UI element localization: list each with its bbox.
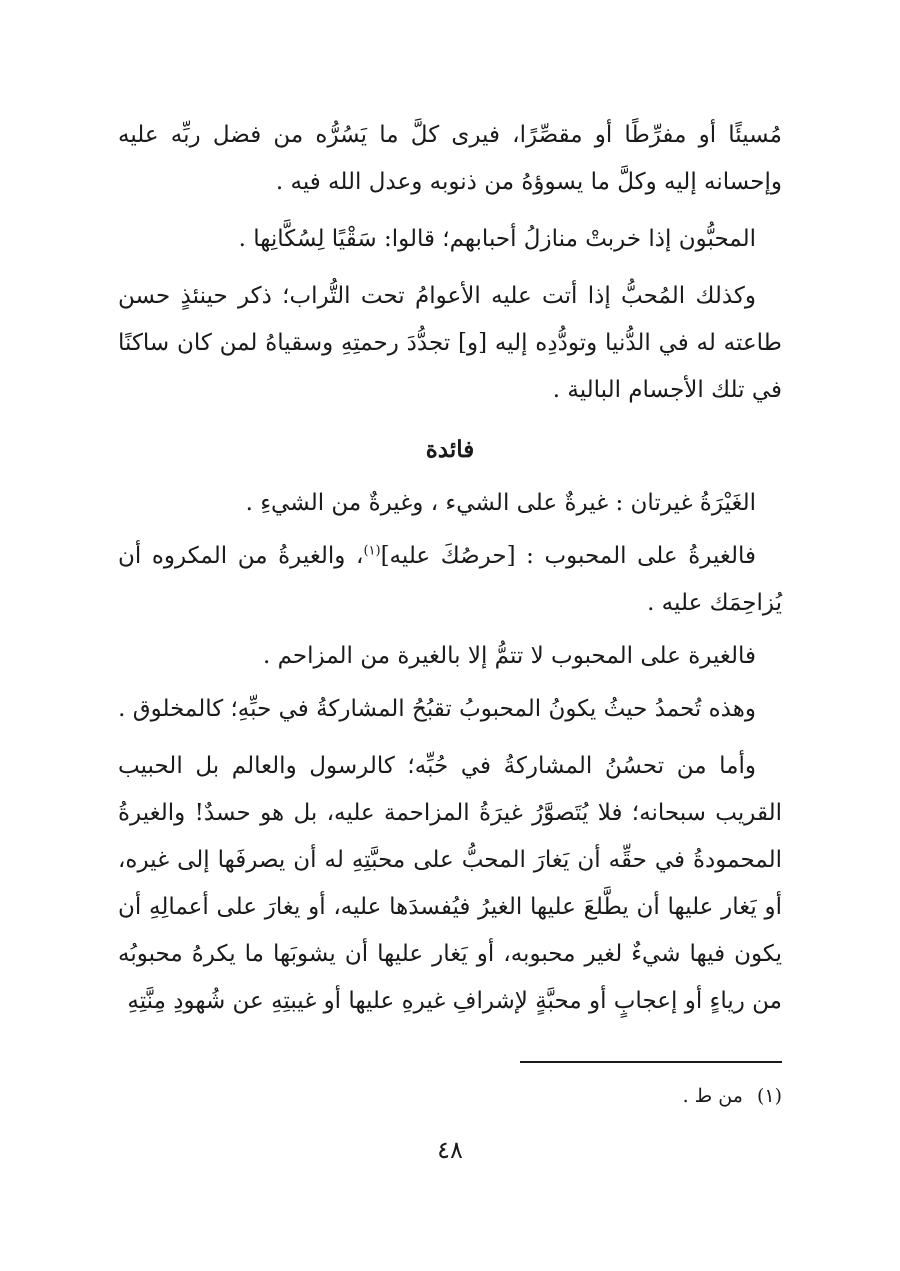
paragraph-7: وهذه تُحمدُ حيثُ يكونُ المحبوبُ تقبُحُ المشاركةُ في حبِّهِ؛ كالمخلوق . [118,696,756,722]
paragraph-5 [118,533,782,627]
page-number: ٤٨ [437,1136,463,1164]
paragraph-4: الغَيْرَةُ غيرتان : غيرةٌ على الشيء ، وغيرةٌ من الشيءِ . [245,490,756,516]
paragraph-1: مُسيئًا أو مفرِّطًا أو مقصِّرًا، فيرى كلَّ ما يَسُرُّه من فضل ربِّه عليه وإحسانه إليه وكلَّ ما يسوؤهُ من ذنوبه وعدل الله فيه . [118,122,782,195]
paragraph-8: وأما من تحسُنُ المشاركةُ في حُبِّه؛ كالرسول والعالم بل الحبيب القريب سبحانه؛ فلا يُتَصوَّرُ غيرَةُ المزاحمة عليه، بل هو حسدٌ! والغيرةُ المحمودةُ في حقِّه أن يَغارَ المحبُّ على محبَّتِهِ له أن يصرفَها إلى غيره، أو يَغار عليها أن يطَّلعَ عليها الغيرُ فيُفسدَها عليه، أو يغارَ على أعمالِهِ أن يكون فيها شيءٌ لغير محبوبه، أو يَغار عليها أن يشوبَها ما يكرهُ محبوبُه من رياءٍ أو إعجابٍ أو محبَّةٍ لإشرافِ غيرهِ عليها أو غيبتِهِ عن شُهودِ مِنَّتِهِ [118,753,782,1014]
paragraph-2: المحبُّون إذا خربتْ منازلُ أحبابهم؛ قالوا: سَقْيًا لِسُكَّانِها . [238,226,756,252]
paragraph-5-text-after: ، والغيرةُ من المكروه أن يُزاحِمَك عليه . [118,543,782,616]
footnote-number: (١) [756,1085,782,1107]
footnote-text: من ط . [682,1085,743,1107]
paragraph-5-text-before: فالغيرةُ على المحبوب : [حرصُكَ عليه] [380,543,756,569]
section-heading: فائدة [425,436,475,463]
footnote [382,1081,782,1111]
footnote-divider [520,1061,782,1063]
paragraph-3: وكذلك المُحبُّ إذا أتت عليه الأعوامُ تحت التُّراب؛ ذكر حينئذٍ حسن طاعته له في الدُّنيا وتودُّدِه إليه [و] تجدُّدَ رحمتِهِ وسقياهُ لمن كان ساكنًا في تلك الأجسام البالية . [118,283,782,403]
page-body [118,112,782,1025]
paragraph-6: فالغيرة على المحبوب لا تتمُّ إلا بالغيرة من المزاحم . [262,643,756,669]
footnote-reference[interactable]: (١) [363,543,381,559]
